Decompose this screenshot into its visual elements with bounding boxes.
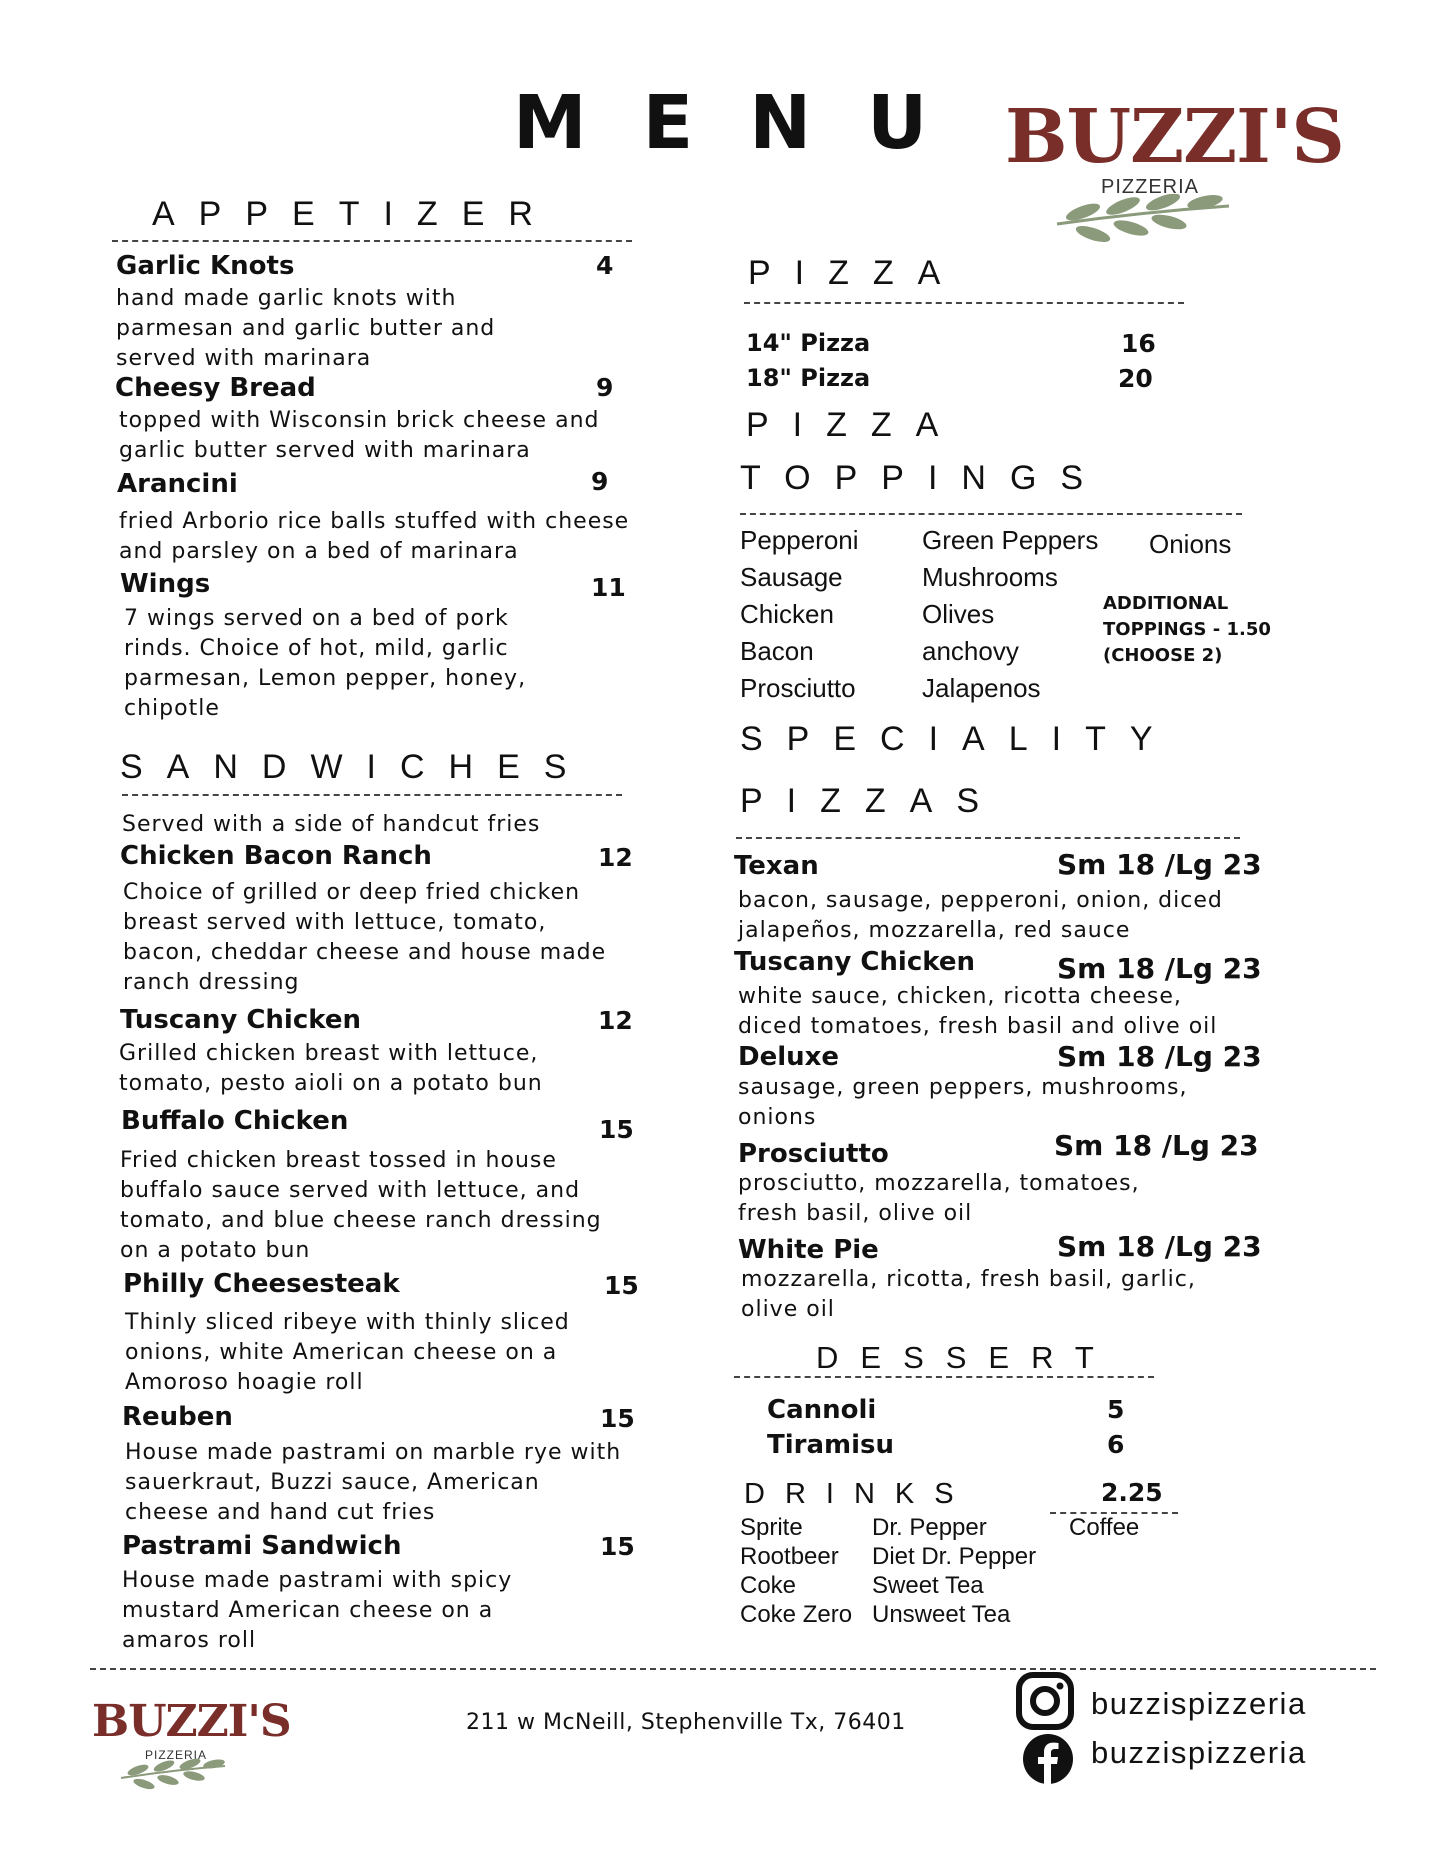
- topping-item: Jalapenos: [922, 673, 1041, 703]
- toppings-column-2: [922, 522, 1098, 707]
- drink-item: Coffee: [1069, 1514, 1140, 1541]
- item-description: mozzarella, ricotta, fresh basil, garlic, olive oil: [741, 1267, 1196, 1322]
- item-price: 12: [598, 1006, 633, 1035]
- item-description: fried Arborio rice balls stuffed with cheese and parsley on a bed of marinara: [119, 509, 630, 564]
- item-description: white sauce, chicken, ricotta cheese, diced tomatoes, fresh basil and olive oil: [738, 984, 1218, 1039]
- item-description: sausage, green peppers, mushrooms, onions: [738, 1075, 1188, 1130]
- drinks-column-1: [740, 1513, 852, 1629]
- item-name: Prosciutto: [738, 1139, 889, 1169]
- instagram-handle[interactable]: buzzispizzeria: [1091, 1686, 1307, 1721]
- item-price: 15: [604, 1271, 639, 1300]
- item-price: Sm 18 /Lg 23: [1054, 1129, 1259, 1162]
- item-description: 7 wings served on a bed of pork rinds. Choice of hot, mild, garlic parmesan, Lemon pepper, honey, chipotle: [124, 606, 527, 721]
- toppings-column-1: [740, 522, 859, 707]
- item-price: 15: [599, 1115, 634, 1144]
- item-price: 4: [596, 251, 614, 280]
- item-name: Tiramisu: [767, 1430, 895, 1460]
- item-name: Arancini: [117, 469, 238, 499]
- item-description: House made pastrami on marble rye with sauerkraut, Buzzi sauce, American cheese and hand cut fries: [125, 1440, 622, 1525]
- drink-item: Unsweet Tea: [872, 1601, 1011, 1628]
- topping-item: Olives: [922, 599, 995, 629]
- drink-item: Coke: [740, 1572, 797, 1599]
- sandwiches-divider: [122, 794, 622, 796]
- item-name: Pastrami Sandwich: [122, 1531, 402, 1561]
- drinks-price: 2.25: [1101, 1478, 1163, 1507]
- dessert-heading: DESSERT: [816, 1340, 1116, 1375]
- item-price: Sm 18 /Lg 23: [1057, 952, 1262, 985]
- sandwiches-heading: SANDWICHES: [120, 748, 591, 786]
- item-description: prosciutto, mozzarella, tomatoes, fresh basil, olive oil: [738, 1171, 1140, 1226]
- item-price: Sm 18 /Lg 23: [1057, 848, 1262, 881]
- item-name: Tuscany Chicken: [120, 1005, 361, 1035]
- footer-logo: [92, 1696, 292, 1800]
- appetizer-divider: [112, 240, 632, 242]
- footer-divider: [90, 1668, 1376, 1670]
- item-description: Choice of grilled or deep fried chicken breast served with lettuce, tomato, bacon, cheddar cheese and house made ranch dressing: [123, 880, 607, 995]
- brand-name: BUZZI'S: [1005, 94, 1344, 180]
- item-description: topped with Wisconsin brick cheese and garlic butter served with marinara: [119, 408, 600, 463]
- drink-item: Diet Dr. Pepper: [872, 1543, 1037, 1570]
- topping-item: Bacon: [740, 636, 814, 666]
- item-name: Tuscany Chicken: [734, 947, 975, 977]
- item-price: 15: [600, 1532, 635, 1561]
- note-line: TOPPINGS - 1.50: [1103, 619, 1271, 640]
- item-price: Sm 18 /Lg 23: [1057, 1040, 1262, 1073]
- item-name: Philly Cheesesteak: [123, 1269, 400, 1299]
- brand-logo: [1005, 94, 1344, 260]
- item-description: House made pastrami with spicy mustard American cheese on a amaros roll: [122, 1568, 513, 1653]
- drink-item: Coke Zero: [740, 1601, 853, 1628]
- olive-branch-icon: [118, 1758, 228, 1794]
- item-description: Thinly sliced ribeye with thinly sliced onions, white American cheese on a Amoroso hoagie roll: [125, 1310, 570, 1395]
- topping-item: Onions: [1149, 529, 1232, 559]
- item-price: 5: [1107, 1395, 1125, 1424]
- item-price: 15: [600, 1404, 635, 1433]
- footer-brand-subtitle: PIZZERIA: [145, 1748, 208, 1762]
- drink-item: Rootbeer: [740, 1543, 839, 1570]
- toppings-divider: [740, 513, 1242, 515]
- topping-item: Green Peppers: [922, 525, 1099, 555]
- item-price: 11: [591, 573, 626, 602]
- pizza-size-name: 18" Pizza: [746, 364, 871, 392]
- item-price: Sm 18 /Lg 23: [1057, 1230, 1262, 1263]
- item-name: Chicken Bacon Ranch: [120, 841, 432, 871]
- dessert-divider: [734, 1376, 1154, 1378]
- facebook-icon[interactable]: [1022, 1733, 1074, 1785]
- drinks-column-2: [872, 1513, 1036, 1629]
- toppings-heading-line1: PIZZA: [746, 406, 963, 444]
- drink-item: Dr. Pepper: [872, 1514, 987, 1541]
- topping-item: Mushrooms: [922, 562, 1058, 592]
- specialty-divider: [736, 837, 1240, 839]
- drinks-column-3: [1069, 1513, 1139, 1542]
- item-price: 12: [598, 843, 633, 872]
- item-name: Reuben: [122, 1402, 233, 1432]
- drink-item: Sprite: [740, 1514, 803, 1541]
- footer-brand-name: BUZZI'S: [92, 1696, 291, 1747]
- topping-item: Prosciutto: [740, 673, 856, 703]
- item-description: Fried chicken breast tossed in house buffalo sauce served with lettuce, and tomato, and blue cheese ranch dressing on a potato bun: [120, 1148, 602, 1263]
- item-name: Cheesy Bread: [115, 373, 316, 403]
- item-name: Buffalo Chicken: [121, 1106, 349, 1136]
- specialty-heading-line1: SPECIALITY: [740, 720, 1177, 758]
- brand-subtitle: PIZZERIA: [1101, 176, 1200, 198]
- appetizer-heading: APPETIZER: [152, 195, 557, 233]
- note-line: ADDITIONAL: [1103, 593, 1229, 614]
- topping-item: Chicken: [740, 599, 834, 629]
- pizza-size-price: 16: [1121, 329, 1156, 358]
- menu-title: MENU: [513, 80, 984, 166]
- item-name: Wings: [120, 569, 211, 599]
- facebook-handle[interactable]: buzzispizzeria: [1091, 1735, 1307, 1770]
- drink-item: Sweet Tea: [872, 1572, 984, 1599]
- topping-item: Sausage: [740, 562, 843, 592]
- pizza-divider: [744, 302, 1184, 304]
- additional-toppings-note: [1103, 591, 1271, 669]
- item-name: Texan: [734, 851, 819, 881]
- item-description: bacon, sausage, pepperoni, onion, diced jalapeños, mozzarella, red sauce: [738, 888, 1223, 943]
- item-name: Deluxe: [738, 1042, 840, 1072]
- topping-item: anchovy: [922, 636, 1019, 666]
- footer-address: 211 w McNeill, Stephenville Tx, 76401: [466, 1710, 906, 1735]
- item-price: 9: [596, 373, 614, 402]
- item-description: hand made garlic knots with parmesan and garlic butter and served with marinara: [116, 286, 496, 371]
- sandwiches-note: Served with a side of handcut fries: [122, 812, 541, 837]
- item-name: Garlic Knots: [116, 251, 295, 281]
- item-price: 9: [591, 467, 609, 496]
- item-price: 6: [1107, 1430, 1125, 1459]
- item-description: Grilled chicken breast with lettuce, tomato, pesto aioli on a potato bun: [119, 1041, 543, 1096]
- item-name: Cannoli: [767, 1395, 877, 1425]
- instagram-icon[interactable]: [1016, 1672, 1074, 1730]
- toppings-column-3: [1149, 526, 1231, 563]
- topping-item: Pepperoni: [740, 525, 859, 555]
- toppings-heading-line2: TOPPINGS: [740, 459, 1108, 497]
- pizza-size-price: 20: [1118, 364, 1153, 393]
- olive-branch-icon: [1053, 194, 1233, 254]
- drinks-heading: DRINKS: [744, 1478, 974, 1510]
- note-line: (CHOOSE 2): [1103, 645, 1223, 666]
- pizza-size-name: 14" Pizza: [746, 329, 871, 357]
- item-name: White Pie: [738, 1235, 879, 1265]
- pizza-heading: PIZZA: [748, 254, 965, 292]
- specialty-heading-line2: PIZZAS: [740, 782, 1004, 820]
